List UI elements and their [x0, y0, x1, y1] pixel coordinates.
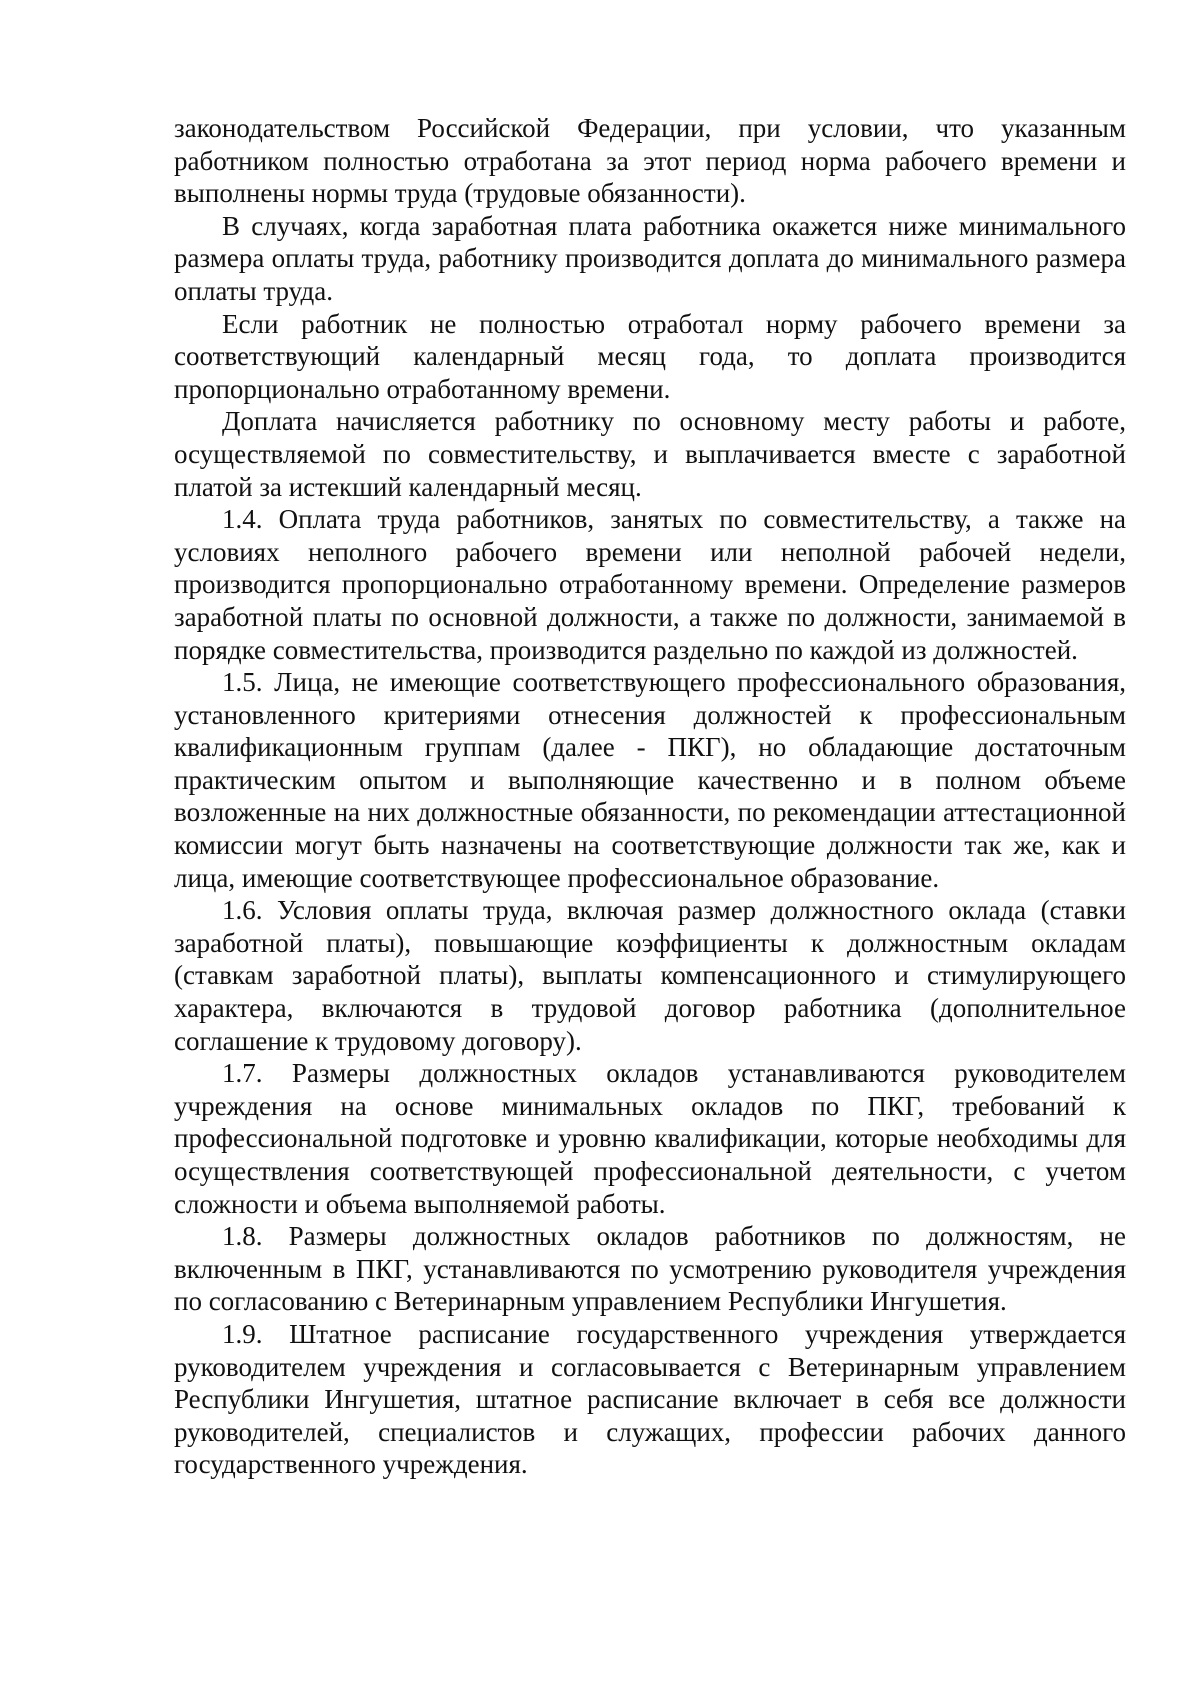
paragraph-1-7: 1.7. Размеры должностных окладов устанавливаются руководителем учреждения на основе минимальных окладов по ПКГ, требований к профессиональной подготовке и уровню квалификации, которые необходимы для осуществления соответствующей профессиональной деятельности, с учетом сложности и объема выполняемой работы.	[174, 1058, 1126, 1219]
paragraph-minimum-wage-supplement: В случаях, когда заработная плата работника окажется ниже минимального размера оплаты труда, работнику производится доплата до минимального размера оплаты труда.	[174, 210, 1126, 306]
paragraph-1-8: 1.8. Размеры должностных окладов работников по должностям, не включенным в ПКГ, устанавливаются по усмотрению руководителя учреждения по согласованию с Ветеринарным управлением Республики Ингушетия.	[174, 1221, 1126, 1317]
document-page	[174, 112, 1126, 1481]
paragraph-1-6: 1.6. Условия оплаты труда, включая размер должностного оклада (ставки заработной платы), повышающие коэффициенты к должностным окладам (ставкам заработной платы), выплаты компенсационного и стимулирующего характера, включаются в трудовой договор работника (дополнительное соглашение к трудовому договору).	[174, 895, 1126, 1056]
paragraph-continuation: законодательством Российской Федерации, при условии, что указанным работником полностью отработана за этот период норма рабочего времени и выполнены нормы труда (трудовые обязанности).	[174, 113, 1126, 209]
paragraph-1-5: 1.5. Лица, не имеющие соответствующего профессионального образования, установленного критериями отнесения должностей к профессиональным квалификационным группам (далее - ПКГ), но обладающие достаточным практическим опытом и выполняющие качественно и в полном объеме возложенные на них должностные обязанности, по рекомендации аттестационной комиссии могут быть назначены на соответствующие должности так же, как и лица, имеющие соответствующее профессиональное образование.	[174, 667, 1126, 893]
paragraph-partial-hours: Если работник не полностью отработал норму рабочего времени за соответствующий календарный месяц года, то доплата производится пропорционально отработанному времени.	[174, 308, 1126, 404]
paragraph-1-9: 1.9. Штатное расписание государственного учреждения утверждается руководителем учреждения и согласовывается с Ветеринарным управлением Республики Ингушетия, штатное расписание включает в себя все должности руководителей, специалистов и служащих, профессии рабочих данного государственного учреждения.	[174, 1318, 1126, 1480]
paragraph-supplement-payment: Доплата начисляется работнику по основному месту работы и работе, осуществляемой по совместительству, и выплачивается вместе с заработной платой за истекший календарный месяц.	[174, 406, 1126, 502]
paragraph-1-4: 1.4. Оплата труда работников, занятых по совместительству, а также на условиях неполного рабочего времени или неполной рабочей недели, производится пропорционально отработанному времени. Определение размеров заработной платы по основной должности, а также по должности, занимаемой в порядке совместительства, производится раздельно по каждой из должностей.	[174, 504, 1126, 665]
